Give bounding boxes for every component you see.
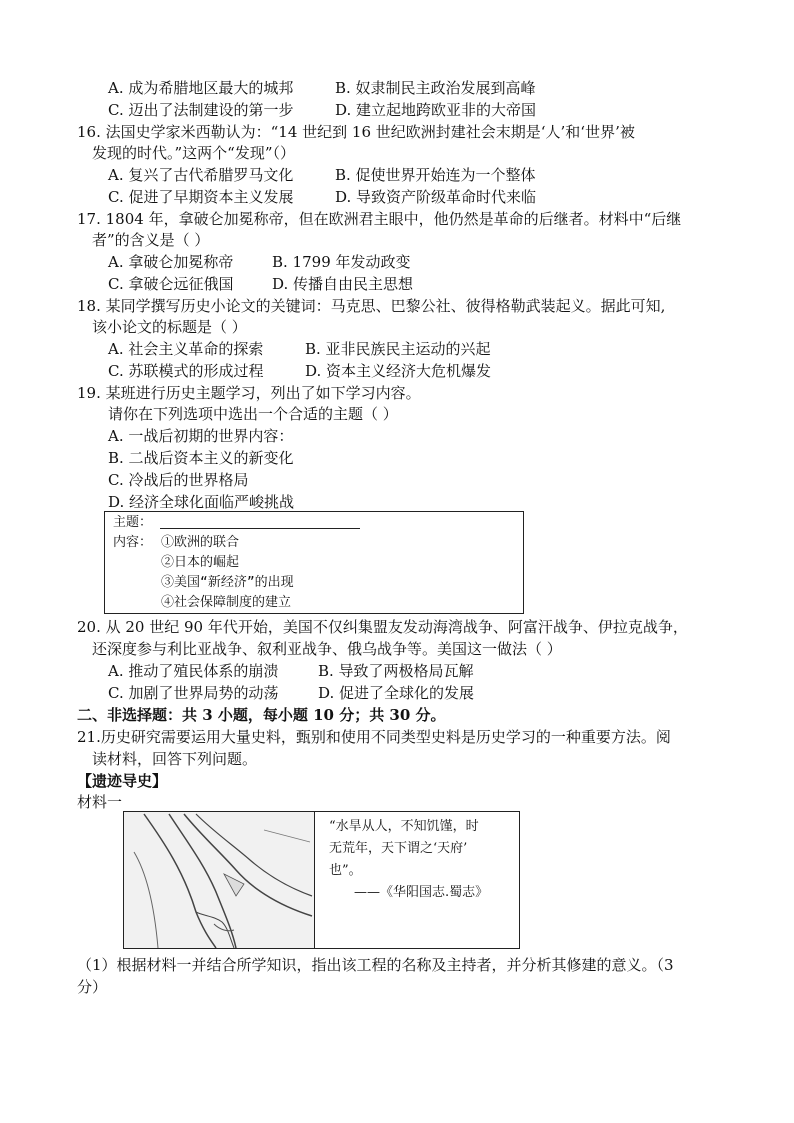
q16-stem-line2: 发现的时代。”这两个“发现”（） (92, 144, 296, 162)
q19-option-a: A. 一战后初期的世界内容： (108, 427, 294, 445)
q19-option-b: B. 二战后资本主义的新变化 (108, 449, 294, 467)
q16-stem-line1: 16. 法国史学家米西勒认为：“14 世纪到 16 世纪欧洲封建社会末期是‘人’和‘世界’被 (77, 123, 635, 141)
content-label: 内容： (113, 535, 153, 550)
theme-blank-line (160, 528, 360, 529)
q17-option-a: A. 拿破仑加冕称帝 (108, 253, 234, 271)
q20-stem-line2: 还深度参与利比亚战争、叙利亚战争、俄乌战争等。美国这一做法（ ） (92, 640, 562, 658)
content-item-1: ①欧洲的联合 (161, 535, 240, 550)
q16-option-c: C. 促进了早期资本主义发展 (108, 188, 294, 206)
river-map-image (124, 812, 315, 948)
q18-option-d: D. 资本主义经济大危机爆发 (305, 362, 492, 380)
q15-option-d: D. 建立起地跨欧亚非的大帝国 (335, 101, 537, 119)
q21-stem-line2: 读材料，回答下列问题。 (92, 750, 258, 768)
content-item-3: ③美国“新经济”的出现 (161, 575, 294, 590)
q20-stem-line1: 20. 从 20 世纪 90 年代开始，美国不仅纠集盟友发动海湾战争、阿富汗战争、伊拉克战争， (77, 618, 688, 636)
q20-option-c: C. 加剧了世界局势的动荡 (108, 684, 279, 702)
q17-option-b: B. 1799 年发动政变 (272, 253, 411, 271)
q21-stem-line1: 21.历史研究需要运用大量史料，甄别和使用不同类型史料是历史学习的一种重要方法。阅 (77, 728, 671, 746)
q18-stem-line1: 18. 某同学撰写历史小论文的关键词：马克思、巴黎公社、彼得格勒武装起义。据此可知, (77, 297, 666, 315)
q21-sub1-line1: （1）根据材料一并结合所学知识，指出该工程的名称及主持者，并分析其修建的意义。（3 (77, 956, 674, 974)
q20-option-a: A. 推动了殖民体系的崩溃 (108, 662, 279, 680)
q17-stem-line1: 17. 1804 年，拿破仑加冕称帝，但在欧洲君主眼中，他仍然是革命的后继者。材料中“后继 (77, 210, 682, 228)
q18-stem-line2: 该小论文的标题是（ ） (92, 318, 247, 336)
q18-option-c: C. 苏联模式的形成过程 (108, 362, 264, 380)
quote-line-3: 也”。 (329, 863, 362, 878)
q19-option-d: D. 经济全球化面临严峻挑战 (108, 493, 295, 511)
theme-label: 主题： (113, 515, 153, 530)
q19-stem-line2: 请你在下列选项中选出一个合适的主题（ ） (108, 405, 398, 423)
q19-option-c: C. 冷战后的世界格局 (108, 471, 249, 489)
q15-option-c: C. 迈出了法制建设的第一步 (108, 101, 294, 119)
quote-source: ——《华阳国志.蜀志》 (354, 885, 489, 900)
q17-option-c: C. 拿破仑远征俄国 (108, 275, 234, 293)
q19-stem-line1: 19. 某班进行历史主题学习，列出了如下学习内容。 (77, 384, 421, 402)
q17-stem-line2: 者”的含义是（ ） (92, 231, 210, 249)
q15-option-a: A. 成为希腊地区最大的城邦 (108, 79, 294, 97)
q16-option-b: B. 促使世界开始连为一个整体 (335, 166, 536, 184)
q15-option-b: B. 奴隶制民主政治发展到高峰 (335, 79, 536, 97)
content-item-2: ②日本的崛起 (161, 555, 240, 570)
q18-option-b: B. 亚非民族民主运动的兴起 (305, 340, 491, 358)
q20-option-b: B. 导致了两极格局瓦解 (318, 662, 474, 680)
q21-heading: 【遗迹导史】 (77, 772, 168, 790)
material-one-figure (123, 811, 520, 949)
quote-line-2: 无荒年，天下谓之‘天府’ (329, 841, 468, 856)
section-2-heading: 二、非选择题：共 3 小题，每小题 10 分；共 30 分。 (77, 706, 446, 724)
q20-option-d: D. 促进了全球化的发展 (318, 684, 475, 702)
q17-option-d: D. 传播自由民主思想 (272, 275, 414, 293)
q18-option-a: A. 社会主义革命的探索 (108, 340, 264, 358)
quote-line-1: “水旱从人，不知饥馑，时 (329, 819, 479, 834)
q16-option-a: A. 复兴了古代希腊罗马文化 (108, 166, 294, 184)
content-item-4: ④社会保障制度的建立 (161, 595, 292, 610)
river-map-drawing (124, 812, 314, 948)
q16-option-d: D. 导致资产阶级革命时代来临 (335, 188, 537, 206)
q19-content-box (104, 511, 524, 614)
material-one-label: 材料一 (77, 793, 123, 811)
q21-sub1-line2: 分） (77, 978, 108, 996)
